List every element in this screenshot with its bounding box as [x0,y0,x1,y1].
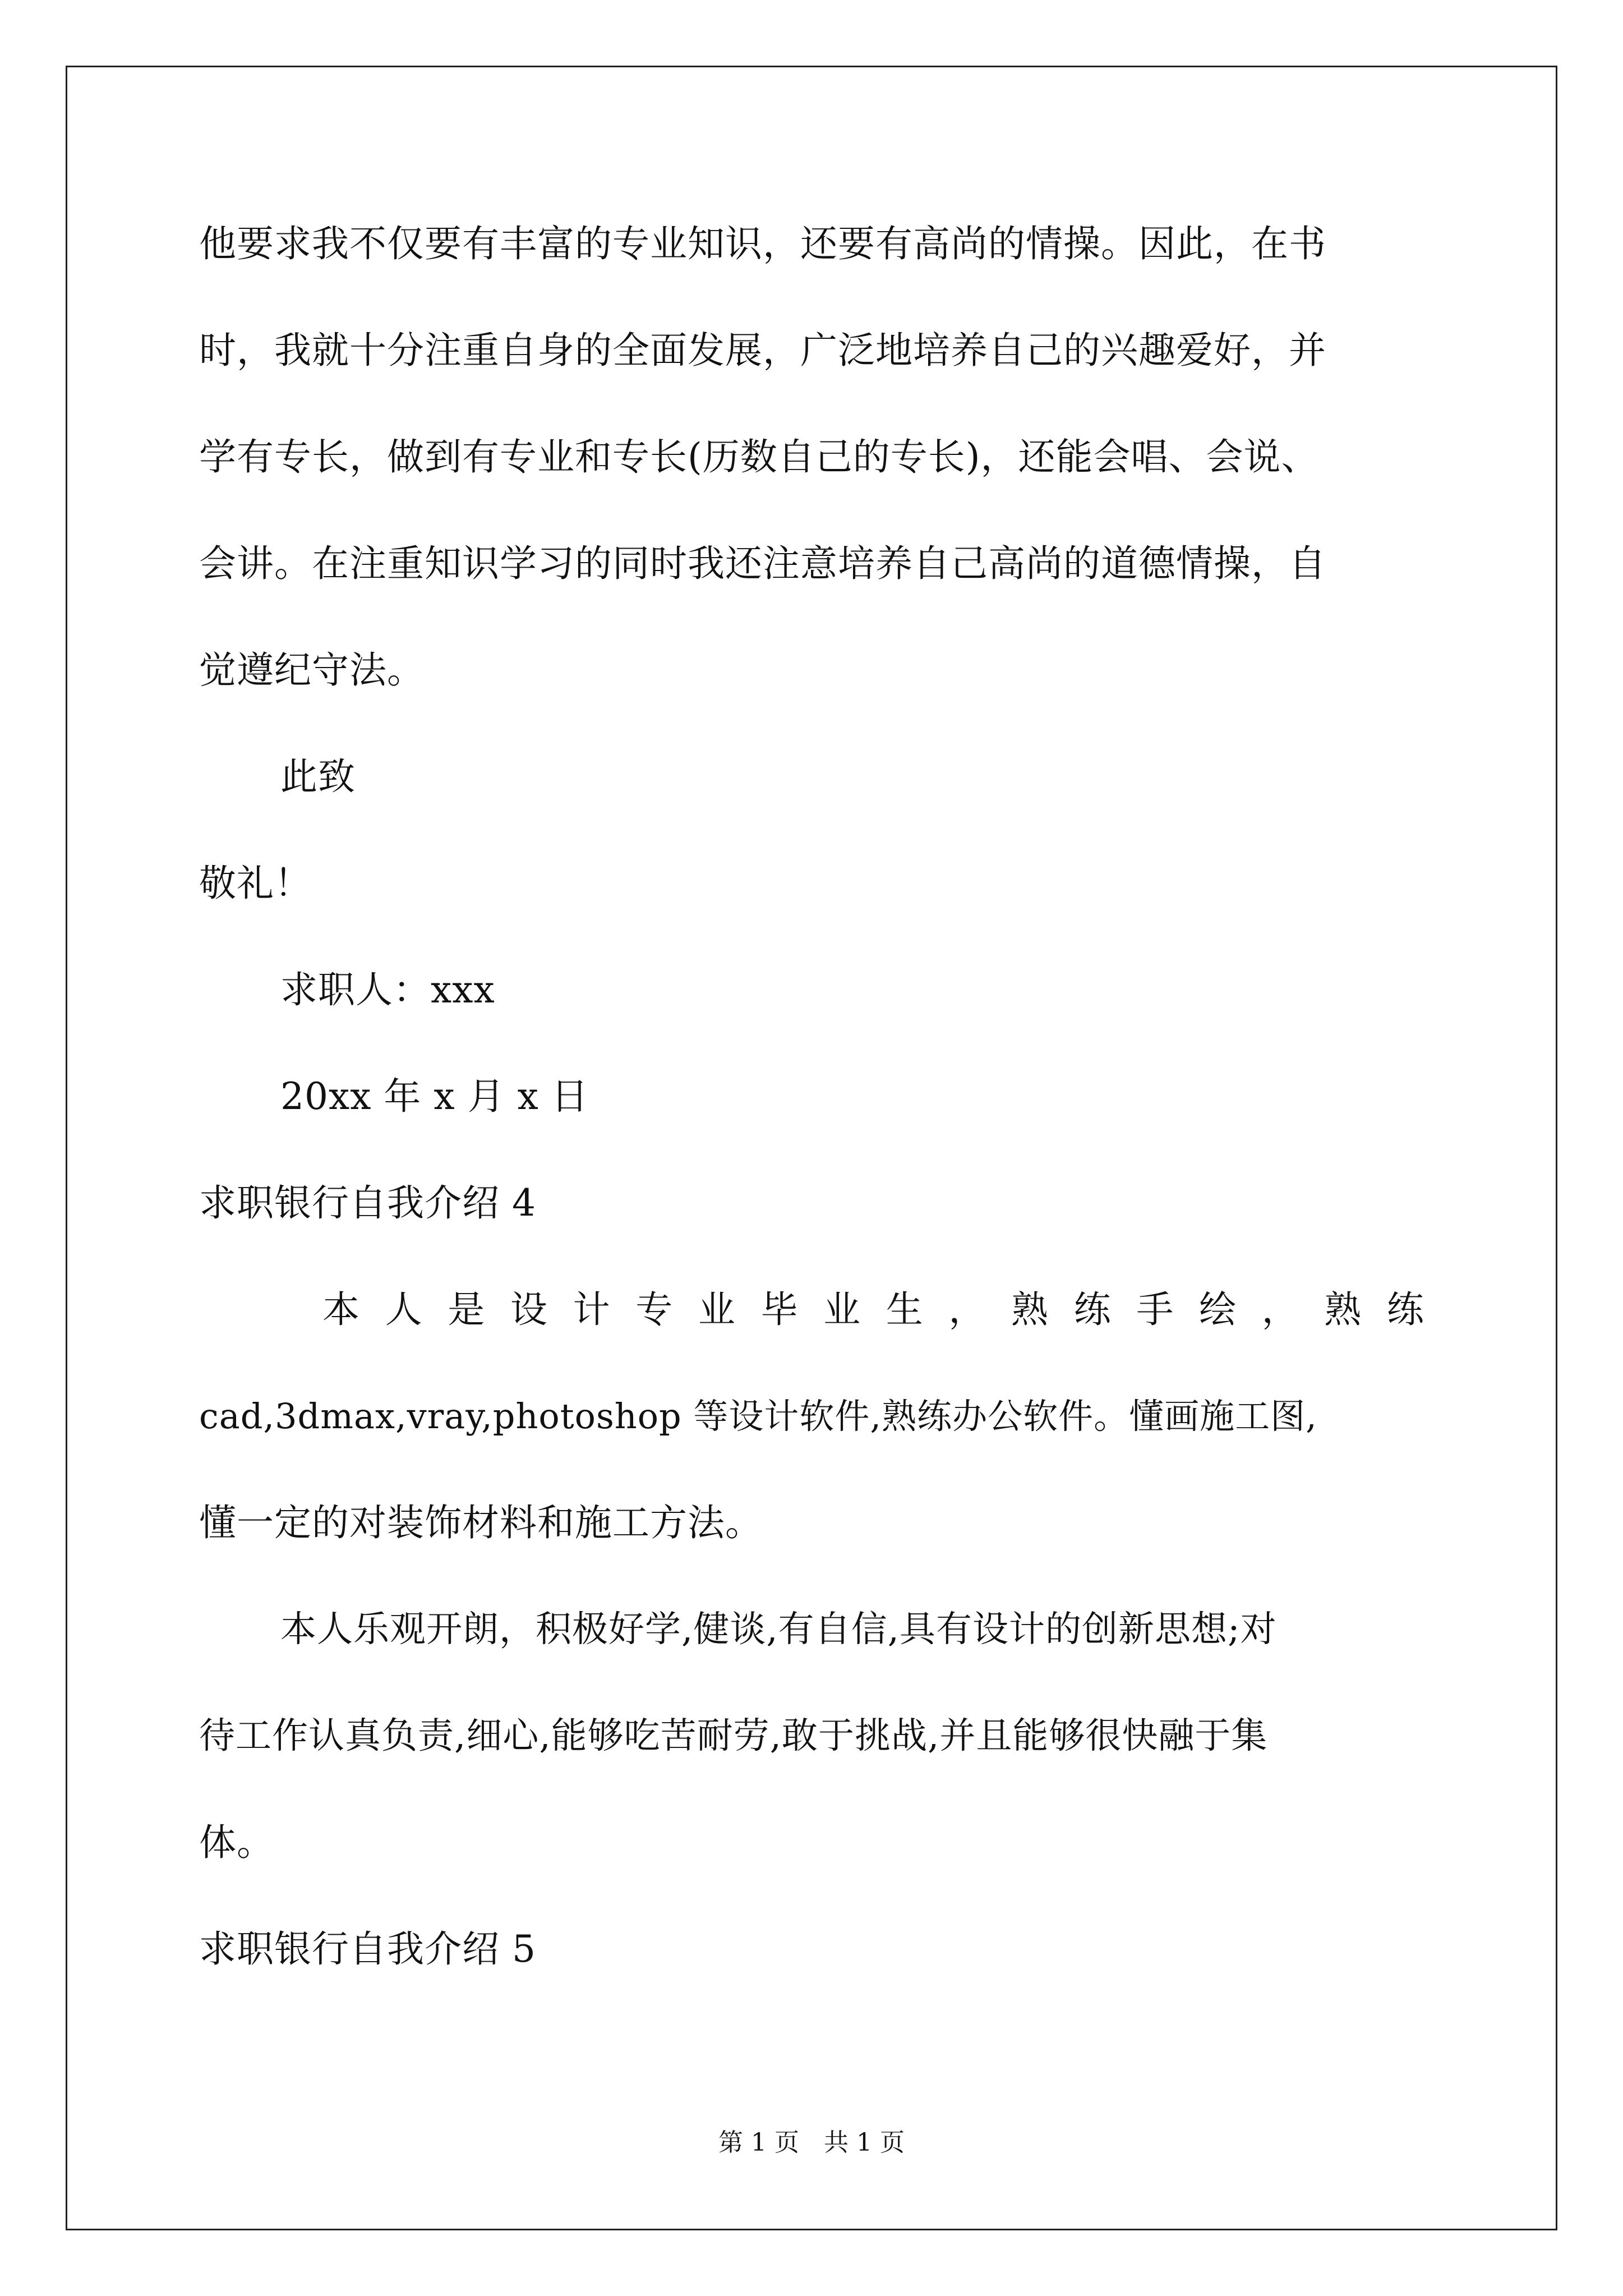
paragraph-line: 懂一定的对装饰材料和施工方法。 [199,1501,763,1544]
justified-char: 计 [573,1288,611,1331]
paragraph-line: cad,3dmax,vray,photoshop 等设计软件,熟练办公软件。懂画施工图, [199,1396,1317,1437]
justified-char: 毕 [760,1288,799,1331]
paragraph-line: 本人乐观开朗，积极好学,健谈,有自信,具有设计的创新思想;对 [280,1609,1277,1650]
justified-char: 是 [448,1288,486,1331]
section-heading: 求职银行自我介绍 4 [199,1181,536,1225]
paragraph-line: 觉遵纪守法。 [199,648,425,692]
justified-char: 人 [385,1288,423,1331]
closing-text: 此致 [280,755,356,798]
salutation-text: 敬礼！ [199,862,312,905]
signature-text: 求职人：xxx [280,968,495,1011]
page-border [66,66,1557,2230]
paragraph-line: 学有专长，做到有专业和专长(历数自己的专长)，还能会唱、会说、 [199,435,1319,478]
justified-char: 设 [510,1288,548,1331]
justified-char: ， [1261,1288,1299,1331]
section-heading: 求职银行自我介绍 5 [199,1927,536,1971]
paragraph-line: 他要求我不仅要有丰富的专业知识，还要有高尚的情操。因此，在书 [199,222,1326,265]
justified-char: 熟 [1324,1288,1362,1331]
justified-char: 熟 [1011,1288,1049,1331]
paragraph-line: 体。 [199,1821,274,1864]
paragraph-justified-line [199,1287,1424,1332]
justified-char: 生 [886,1288,924,1331]
paragraph-line: 会讲。在注重知识学习的同时我还注意培养自己高尚的道德情操，自 [199,542,1326,585]
justified-char: ， [948,1288,986,1331]
justified-char: 练 [1073,1288,1112,1331]
justified-char: 手 [1136,1288,1174,1331]
justified-char: 专 [635,1288,674,1331]
justified-char: 业 [698,1288,736,1331]
paragraph-line: 时，我就十分注重自身的全面发展，广泛地培养自己的兴趣爱好，并 [199,329,1326,372]
date-text: 20xx 年 x 月 x 日 [280,1075,589,1118]
justified-char: 业 [823,1288,861,1331]
page-footer: 第 1 页 共 1 页 [718,2128,905,2157]
justified-char: 练 [1386,1288,1424,1331]
paragraph-line: 待工作认真负责,细心,能够吃苦耐劳,敢于挑战,并且能够很快融于集 [199,1715,1268,1757]
justified-char: 本 [322,1288,360,1331]
justified-char: 绘 [1198,1288,1237,1331]
